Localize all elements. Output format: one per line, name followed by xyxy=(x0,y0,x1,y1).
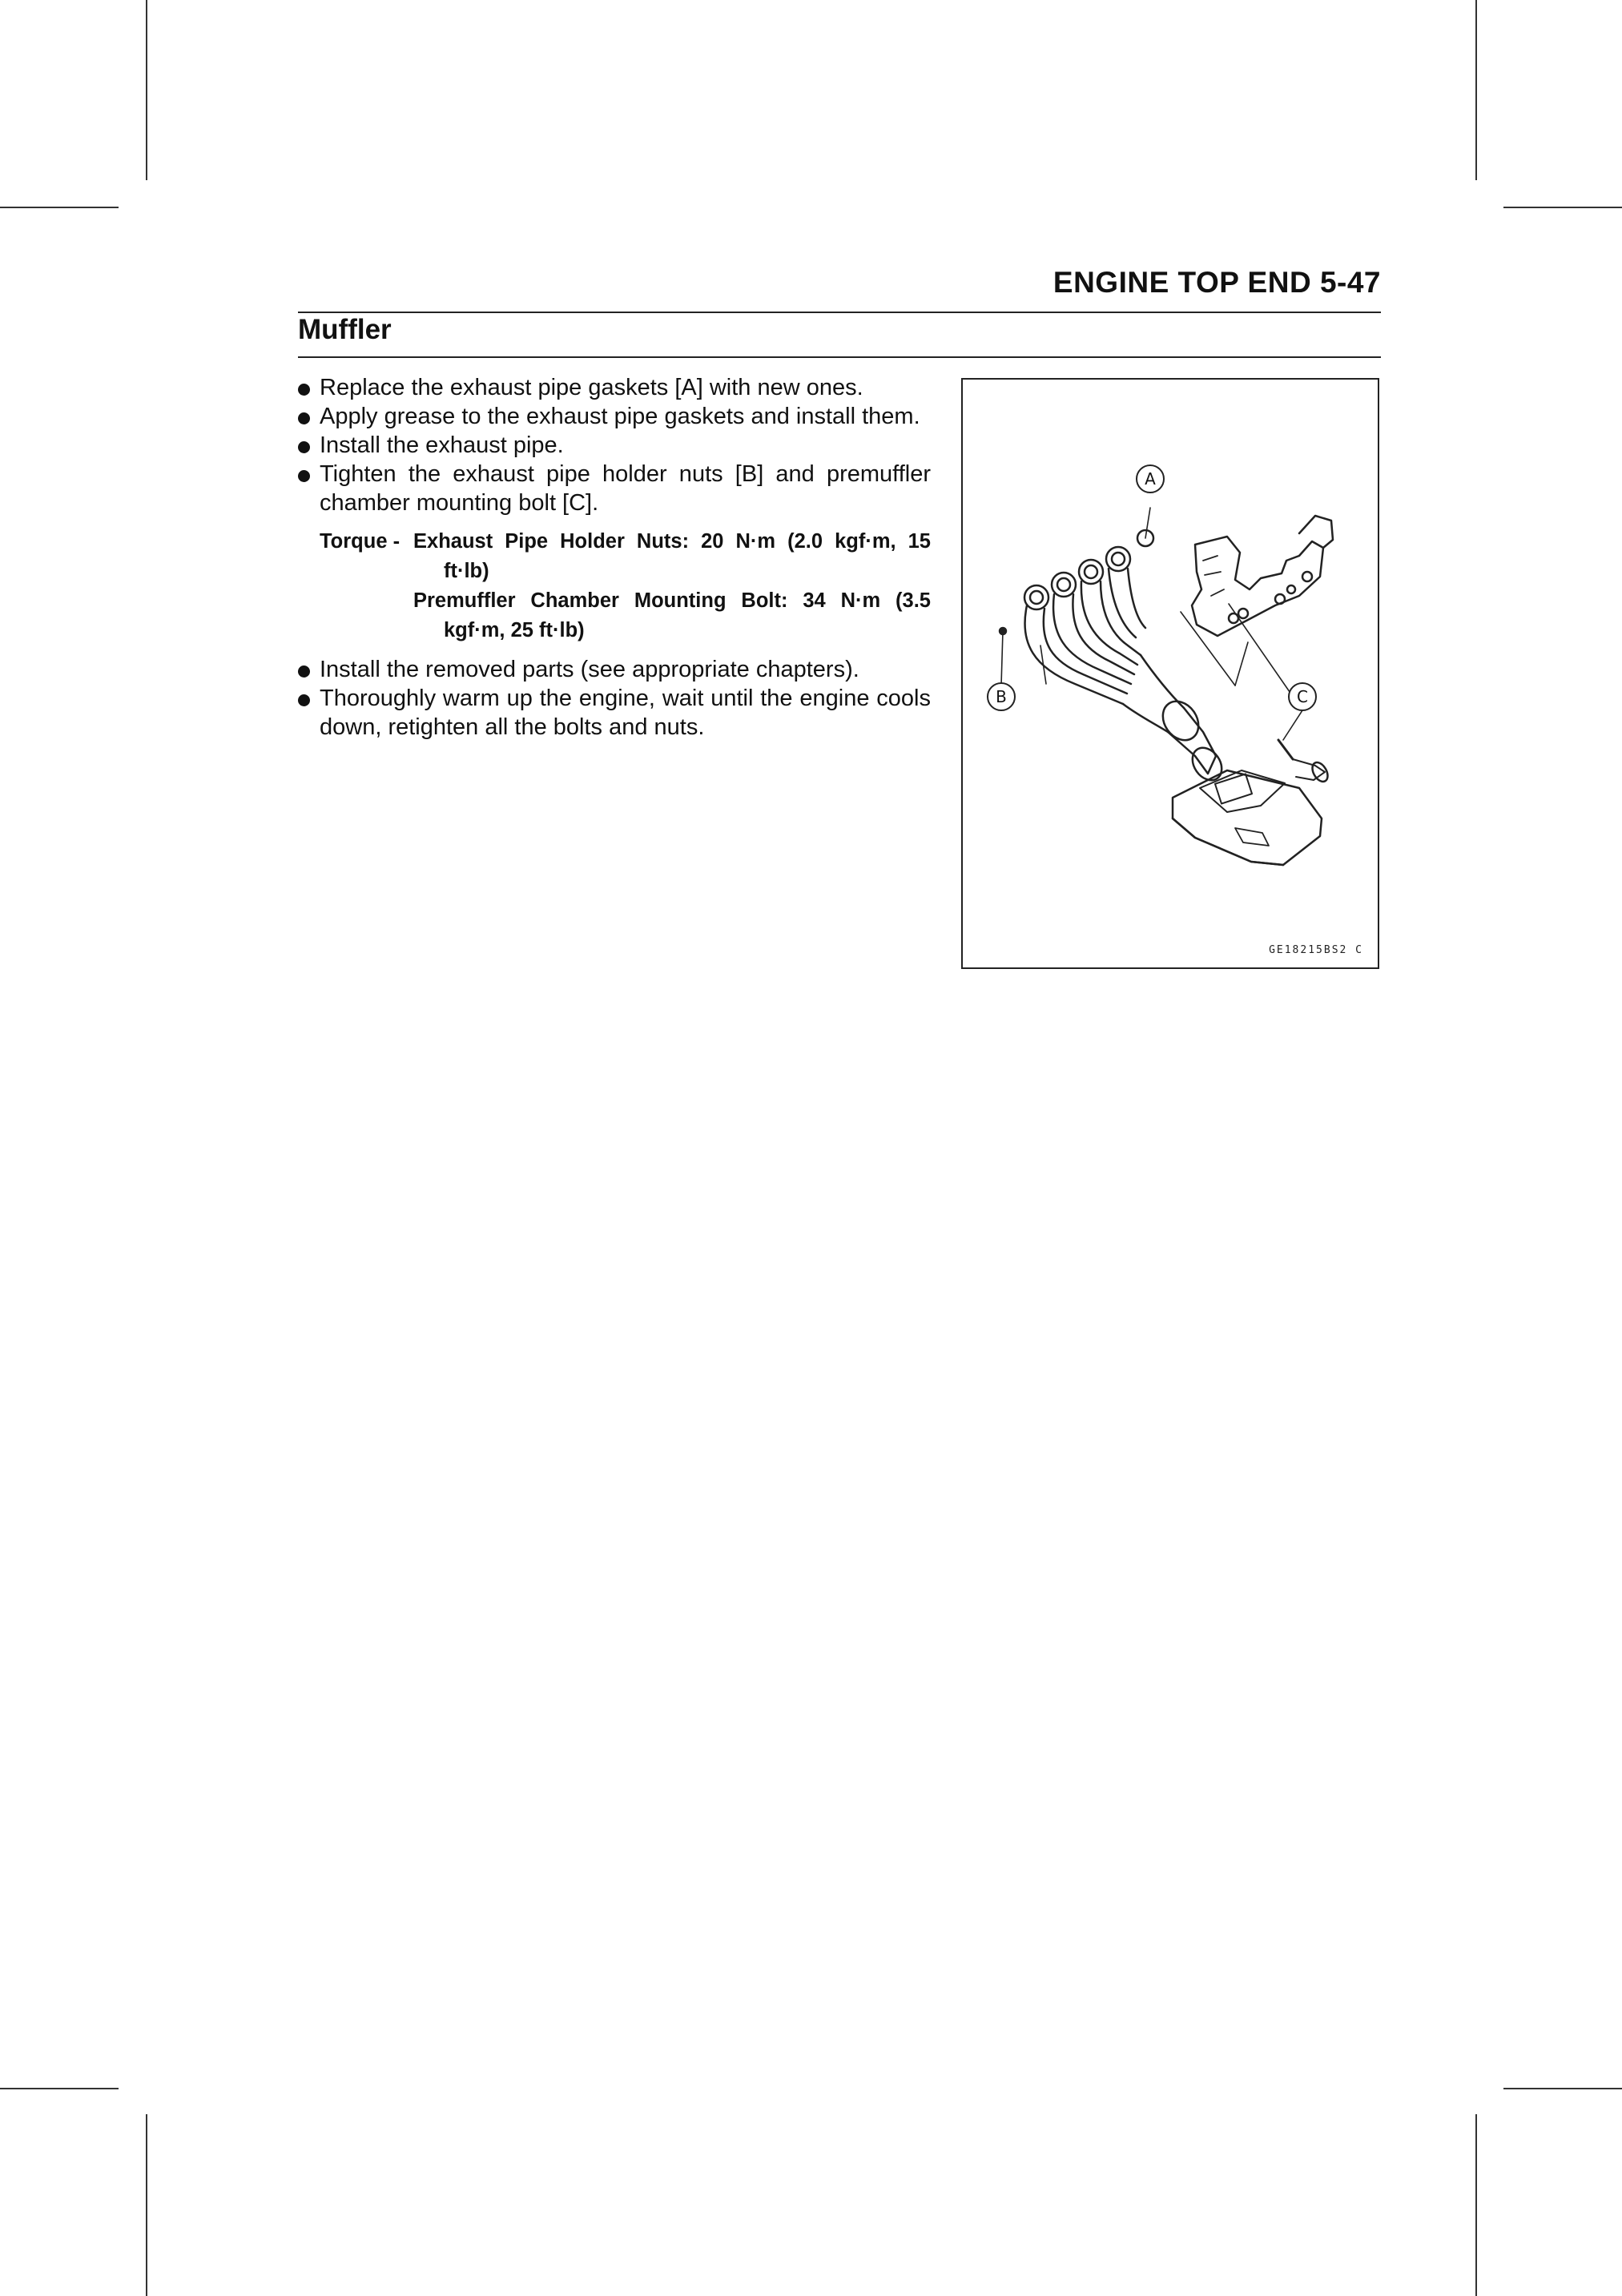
list-item xyxy=(298,431,931,460)
callout-a: A xyxy=(1136,464,1165,493)
torque-value-cont: kgf·m, 25 ft·lb) xyxy=(444,619,585,641)
crop-mark xyxy=(146,2114,147,2296)
torque-row xyxy=(320,586,931,645)
step-text: Replace the exhaust pipe gaskets [A] with new ones. xyxy=(320,375,863,400)
list-item xyxy=(298,402,931,431)
step-text: Apply grease to the exhaust pipe gaskets and install them. xyxy=(320,404,920,429)
crop-mark xyxy=(0,2088,119,2089)
instruction-list xyxy=(298,373,931,742)
bullet-icon xyxy=(298,665,310,678)
step-text: Install the removed parts (see appropriate chapters). xyxy=(320,657,859,682)
list-item xyxy=(298,373,931,402)
figure-code: GE18215BS2 C xyxy=(1269,944,1363,956)
step-text: Tighten the exhaust pipe holder nuts [B] and premuffler chamber mounting bolt [C]. xyxy=(320,461,931,516)
page-header-title: ENGINE TOP END 5-47 xyxy=(1052,266,1381,299)
crop-mark xyxy=(1503,207,1622,208)
step-text: Install the exhaust pipe. xyxy=(320,432,564,458)
crop-mark xyxy=(1503,2088,1622,2089)
crop-mark xyxy=(0,207,119,208)
torque-value: Premuffler Chamber Mounting Bolt: 34 N·m (3.5 xyxy=(413,589,931,612)
list-item xyxy=(298,460,931,517)
crop-mark xyxy=(1475,2114,1477,2296)
list-item xyxy=(298,655,931,684)
callout-b: B xyxy=(987,682,1016,711)
bullet-icon xyxy=(298,412,310,424)
torque-label: Torque - xyxy=(320,530,400,553)
torque-row xyxy=(320,527,931,586)
torque-value-cont: ft·lb) xyxy=(444,560,489,582)
section-title: Muffler xyxy=(298,314,392,345)
bullet-icon xyxy=(298,694,310,706)
callout-c: C xyxy=(1288,682,1317,711)
torque-value: Exhaust Pipe Holder Nuts: 20 N·m (2.0 kgf·m, 15 xyxy=(413,530,931,553)
pipe-flanges xyxy=(1000,547,1130,634)
crop-mark xyxy=(146,0,147,180)
bullet-icon xyxy=(298,441,310,453)
torque-spec xyxy=(320,527,931,645)
exhaust-figure xyxy=(961,378,1379,969)
step-text: Thoroughly warm up the engine, wait until the engine cools down, retighten all the bolts and nuts. xyxy=(320,686,931,740)
crop-mark xyxy=(1475,0,1477,180)
bullet-icon xyxy=(298,470,310,482)
header-rule xyxy=(298,312,1381,313)
exhaust-assembly-illustration xyxy=(963,380,1378,967)
section-rule xyxy=(298,356,1381,358)
list-item xyxy=(298,684,931,742)
bullet-icon xyxy=(298,384,310,396)
page-header xyxy=(298,264,1381,314)
